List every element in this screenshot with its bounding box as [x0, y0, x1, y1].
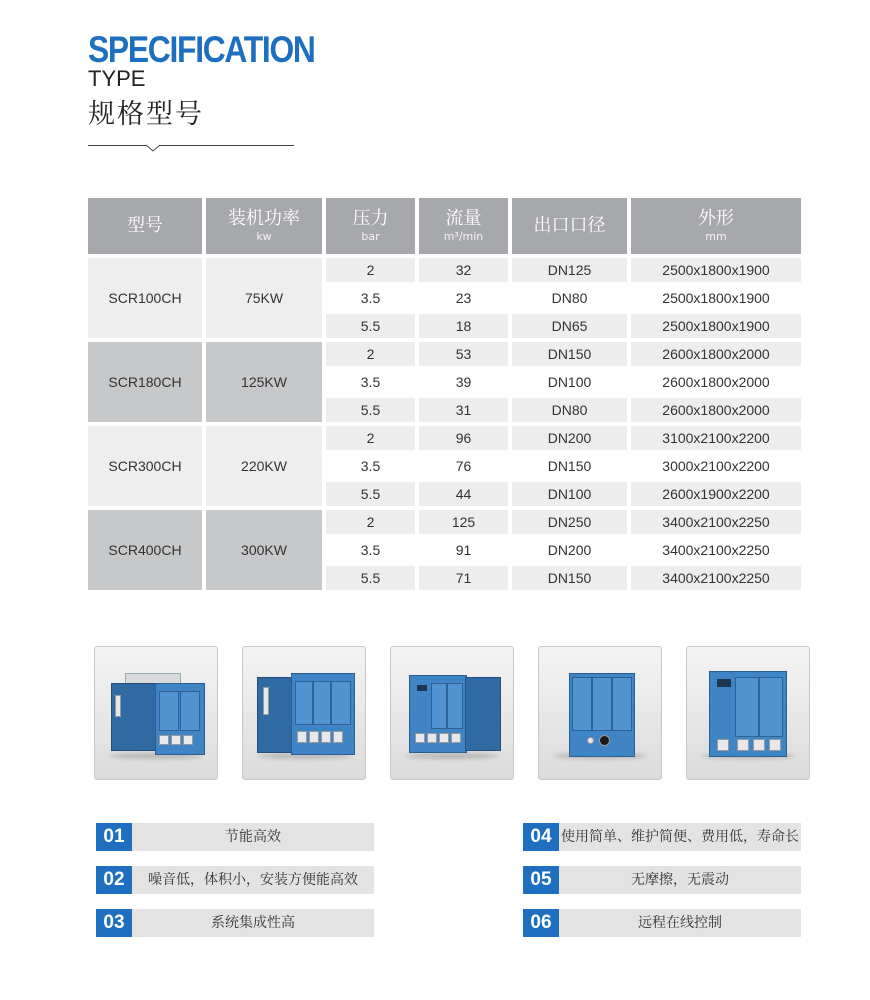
- header-underline: [88, 145, 294, 146]
- outlet-cell: DN80: [512, 398, 627, 422]
- feature-text: 噪音低，体积小，安装方便能高效: [132, 866, 374, 894]
- outlet-cell: DN125: [512, 258, 627, 282]
- pressure-cell: 3.5: [326, 370, 415, 394]
- feature-item-04: [523, 823, 801, 851]
- product-photos: [94, 646, 814, 782]
- col-header-model: 型号: [88, 198, 202, 254]
- pressure-cell: 2: [326, 342, 415, 366]
- flow-cell: 44: [419, 482, 508, 506]
- col-header-pressure: 压力 bar: [326, 198, 415, 254]
- model-cell: SCR300CH: [88, 426, 202, 506]
- pressure-cell: 3.5: [326, 454, 415, 478]
- header-notch-icon: [146, 144, 160, 152]
- size-cell: 2600x1900x2200: [631, 482, 801, 506]
- feature-text: 远程在线控制: [559, 909, 801, 937]
- size-cell: 3000x2100x2200: [631, 454, 801, 478]
- outlet-cell: DN65: [512, 314, 627, 338]
- header-title-cn: 规格型号: [88, 99, 204, 130]
- spec-table-header-row: [88, 198, 801, 254]
- size-cell: 2600x1800x2000: [631, 370, 801, 394]
- outlet-cell: DN100: [512, 370, 627, 394]
- outlet-cell: DN150: [512, 454, 627, 478]
- size-cell: 3400x2100x2250: [631, 538, 801, 562]
- feature-number: 01: [96, 823, 132, 851]
- flow-cell: 31: [419, 398, 508, 422]
- feature-item-01: [96, 823, 374, 851]
- header-subtitle-en: TYPE: [88, 66, 146, 91]
- outlet-cell: DN200: [512, 426, 627, 450]
- feature-item-06: [523, 909, 801, 937]
- feature-number: 04: [523, 823, 559, 851]
- flow-cell: 76: [419, 454, 508, 478]
- compressor-photo-5: [686, 646, 810, 780]
- feature-text: 系统集成性高: [132, 909, 374, 937]
- feature-item-05: [523, 866, 801, 894]
- compressor-photo-3: [390, 646, 514, 780]
- pressure-cell: 2: [326, 426, 415, 450]
- outlet-cell: DN200: [512, 538, 627, 562]
- size-cell: 2500x1800x1900: [631, 286, 801, 310]
- outlet-cell: DN150: [512, 342, 627, 366]
- flow-cell: 91: [419, 538, 508, 562]
- power-cell: 220KW: [206, 426, 322, 506]
- feature-item-02: [96, 866, 374, 894]
- spec-table: [84, 194, 805, 594]
- model-cell: SCR180CH: [88, 342, 202, 422]
- feature-number: 06: [523, 909, 559, 937]
- pressure-cell: 5.5: [326, 482, 415, 506]
- col-header-power: 装机功率 kw: [206, 198, 322, 254]
- flow-cell: 53: [419, 342, 508, 366]
- pressure-cell: 2: [326, 510, 415, 534]
- flow-cell: 32: [419, 258, 508, 282]
- header-title-en: SPECIFICATION: [88, 29, 315, 70]
- flow-cell: 18: [419, 314, 508, 338]
- flow-cell: 39: [419, 370, 508, 394]
- size-cell: 2600x1800x2000: [631, 398, 801, 422]
- size-cell: 2600x1800x2000: [631, 342, 801, 366]
- flow-cell: 71: [419, 566, 508, 590]
- outlet-cell: DN150: [512, 566, 627, 590]
- size-cell: 3400x2100x2250: [631, 566, 801, 590]
- pressure-cell: 3.5: [326, 286, 415, 310]
- table-row: [88, 510, 801, 534]
- feature-number: 03: [96, 909, 132, 937]
- pressure-cell: 5.5: [326, 314, 415, 338]
- pressure-cell: 5.5: [326, 566, 415, 590]
- size-cell: 3400x2100x2250: [631, 510, 801, 534]
- outlet-cell: DN100: [512, 482, 627, 506]
- feature-number: 02: [96, 866, 132, 894]
- col-header-flow: 流量 m³/min: [419, 198, 508, 254]
- compressor-photo-4: [538, 646, 662, 780]
- power-cell: 300KW: [206, 510, 322, 590]
- feature-text: 使用简单、维护简便、费用低，寿命长: [559, 823, 801, 851]
- feature-text: 无摩擦，无震动: [559, 866, 801, 894]
- power-cell: 125KW: [206, 342, 322, 422]
- outlet-cell: DN80: [512, 286, 627, 310]
- table-row: [88, 342, 801, 366]
- model-cell: SCR100CH: [88, 258, 202, 338]
- outlet-cell: DN250: [512, 510, 627, 534]
- size-cell: 2500x1800x1900: [631, 314, 801, 338]
- section-header: [88, 28, 352, 132]
- pressure-cell: 3.5: [326, 538, 415, 562]
- pressure-cell: 5.5: [326, 398, 415, 422]
- col-header-outlet: 出口口径: [512, 198, 627, 254]
- feature-text: 节能高效: [132, 823, 374, 851]
- model-cell: SCR400CH: [88, 510, 202, 590]
- col-header-size: 外形 mm: [631, 198, 801, 254]
- pressure-cell: 2: [326, 258, 415, 282]
- size-cell: 3100x2100x2200: [631, 426, 801, 450]
- compressor-photo-1: [94, 646, 218, 780]
- feature-number: 05: [523, 866, 559, 894]
- size-cell: 2500x1800x1900: [631, 258, 801, 282]
- compressor-photo-2: [242, 646, 366, 780]
- flow-cell: 23: [419, 286, 508, 310]
- flow-cell: 125: [419, 510, 508, 534]
- flow-cell: 96: [419, 426, 508, 450]
- feature-item-03: [96, 909, 374, 937]
- table-row: [88, 258, 801, 282]
- table-row: [88, 426, 801, 450]
- power-cell: 75KW: [206, 258, 322, 338]
